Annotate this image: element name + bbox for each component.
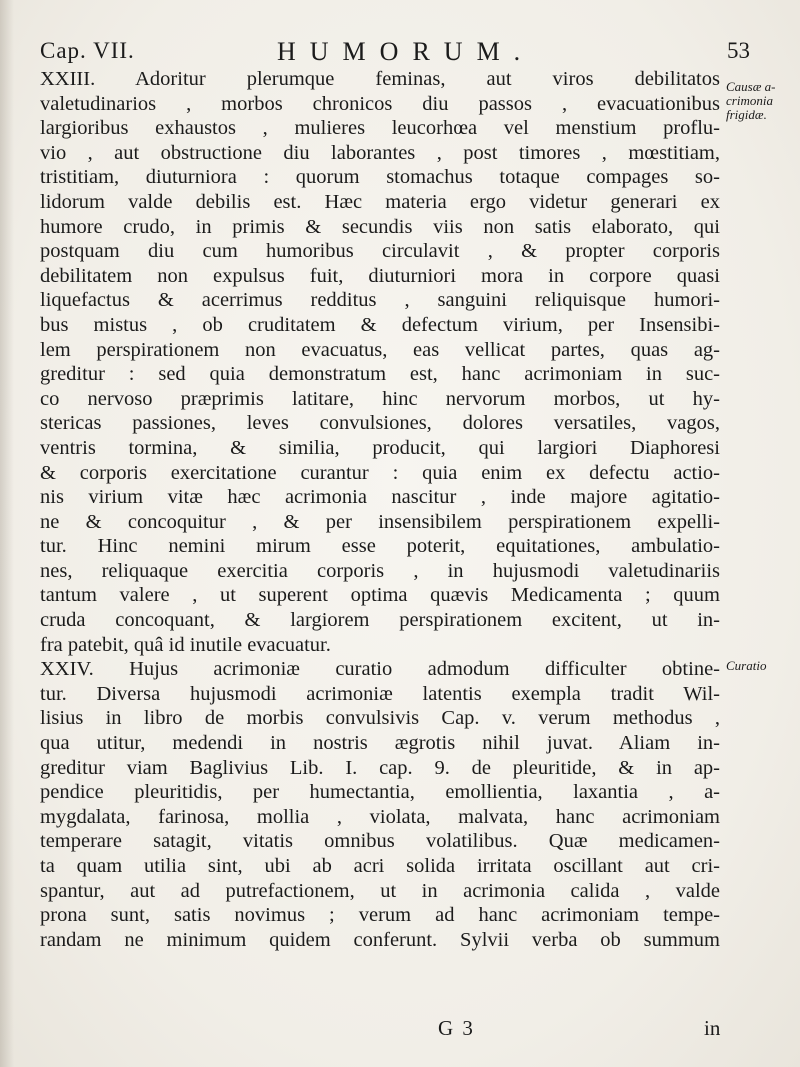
running-title: HUMORUM.	[277, 37, 535, 66]
margin-note-line: crimonia	[726, 93, 773, 108]
text-line: ventris tormina, & similia, producit, qui largiori Diaphoresi	[40, 436, 720, 459]
text-line: humore crudo, in primis & secundis viis non satis elaborato, qui	[40, 215, 720, 238]
text-line: & corporis exercitatione curantur : quia enim ex defectu actio-	[40, 461, 720, 484]
text-line: XXIII. Adoritur plerumque feminas, aut viros debilitatos	[40, 68, 720, 90]
signature-mark: G 3	[438, 1016, 475, 1040]
text-line: pendice pleuritidis, per humectantia, emollientia, laxantia , a-	[40, 781, 720, 804]
text-line: postquam diu cum humoribus circulavit , & propter corporis	[40, 240, 720, 263]
text-line: mygdalata, farinosa, mollia , violata, malvata, hanc acrimoniam	[40, 805, 720, 828]
margin-note-line: frigidæ.	[726, 107, 767, 122]
text-line: cruda concoquant, & largiorem perspirationem excitent, ut in-	[40, 609, 720, 632]
text-line: randam ne minimum quidem conferunt. Sylvii verba ob summum	[40, 928, 720, 951]
margin-note-causae	[726, 80, 775, 122]
margin-note-line: Causæ a-	[726, 79, 776, 94]
text-line: tur. Diversa hujusmodi acrimoniæ latentis exempla tradit Wil-	[40, 682, 720, 705]
text-line: debilitatem non expulsus fuit, diuturniori mora in corpore quasi	[40, 264, 720, 287]
page-edge-shadow	[0, 0, 14, 1067]
text-line: bus mistus , ob cruditatem & defectum virium, per Insensibi-	[40, 313, 720, 336]
catchword: in	[704, 1016, 721, 1040]
text-line: XXIV. Hujus acrimoniæ curatio admodum difficulter obtine-	[40, 658, 720, 681]
text-line: lisius in libro de morbis convulsivis Cap. v. verum methodus ,	[40, 707, 720, 730]
text-line: lidorum valde debilis est. Hæc materia ergo videtur generari ex	[40, 190, 720, 213]
text-line: valetudinarios , morbos chronicos diu passos , evacuationibus	[40, 92, 720, 115]
text-line: spantur, aut ad putrefactionem, ut in acrimonia calida , valde	[40, 879, 720, 902]
text-line: lem perspirationem non evacuatus, eas vellicat partes, quas ag-	[40, 338, 720, 361]
text-line: ta quam utilia sint, ubi ab acri solida irritata oscillant aut cri-	[40, 855, 720, 877]
text-line: qua utitur, medendi in nostris ægrotis nihil juvat. Aliam in-	[40, 732, 720, 755]
text-line: greditur viam Baglivius Lib. I. cap. 9. de pleuritide, & in ap-	[40, 756, 720, 779]
margin-note-curatio	[726, 659, 766, 673]
text-line: co nervoso præprimis latitare, hinc nervorum morbos, ut hy-	[40, 387, 720, 410]
page-number: 53	[727, 38, 750, 63]
body-text	[40, 67, 720, 952]
text-line: nis virium vitæ hæc acrimonia nascitur , inde majore agitatio-	[40, 486, 720, 509]
text-line: greditur : sed quia demonstratum est, hanc acrimoniam in suc-	[40, 363, 720, 386]
text-line: largioribus exhaustos , mulieres leucorhœa vel menstium proflu-	[40, 117, 720, 140]
text-line: tristitiam, diuturniora : quorum stomachus totaque compages so-	[40, 166, 720, 189]
text-line: stericas passiones, leves convulsiones, dolores versatiles, vagos,	[40, 412, 720, 435]
text-line: temperare satagit, vitatis omnibus volatilibus. Quæ medicamen-	[40, 830, 720, 853]
text-line: vio , aut obstructione diu laborantes , post timores , mœstitiam,	[40, 141, 720, 164]
text-line: prona sunt, satis novimus ; verum ad hanc acrimoniam tempe-	[40, 904, 720, 927]
text-line: nes, reliquaque exercitia corporis , in hujusmodi valetudinariis	[40, 559, 720, 582]
text-line: ne & concoquitur , & per insensibilem perspirationem expelli-	[40, 510, 720, 533]
text-line: tantum valere , ut superent optima quævis Medicamenta ; quum	[40, 584, 720, 607]
margin-note-line: Curatio	[726, 658, 767, 673]
chapter-label: Cap. VII.	[40, 38, 135, 63]
text-line: fra patebit, quâ id inutile evacuatur.	[40, 633, 331, 656]
text-line: tur. Hinc nemini mirum esse poterit, equitationes, ambulatio-	[40, 535, 720, 558]
text-line: liquefactus & acerrimus redditus , sanguini reliquisque humori-	[40, 289, 720, 312]
